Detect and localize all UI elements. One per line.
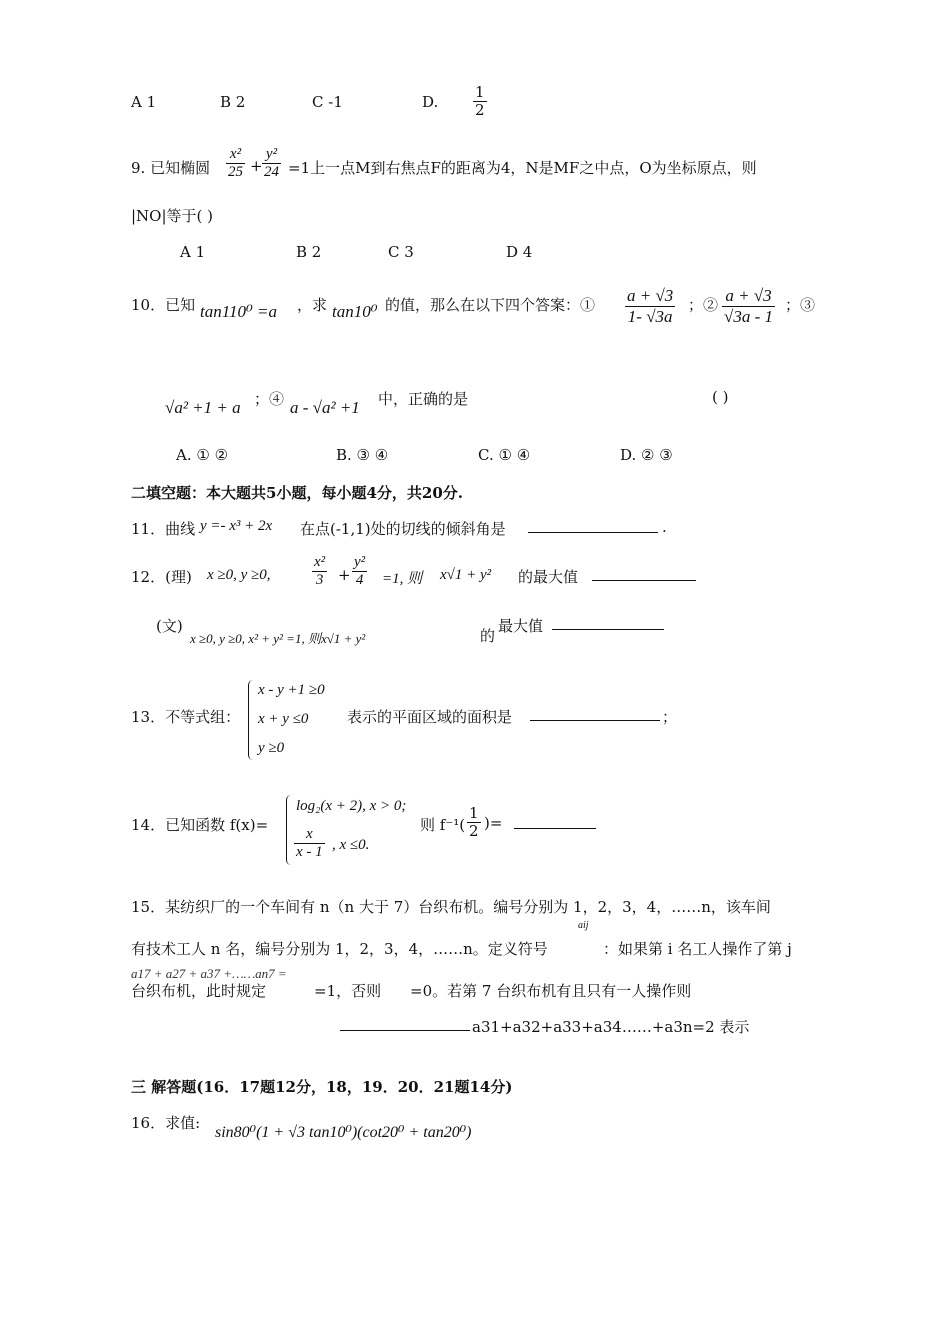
q14-left-brace <box>286 795 291 865</box>
q14-answer-blank[interactable] <box>514 814 596 829</box>
q8-option-c: C -1 <box>312 93 343 111</box>
q12-fraction-y <box>352 554 367 590</box>
section3-heading: 三 解答题(16．17题12分，18，19．20．21题14分) <box>131 1078 513 1096</box>
q15-answer-blank[interactable] <box>340 1016 470 1031</box>
q10-given-equation: tan110⁰ =a <box>200 302 277 321</box>
q12-equation: =1, 则 <box>382 571 423 587</box>
fraction-numerator: a + √3 <box>627 286 674 305</box>
q12-plus: + <box>338 566 351 584</box>
fraction-denominator: x - 1 <box>296 844 323 861</box>
q9-option-d: D 4 <box>506 243 533 261</box>
q11-curve-expression: y =- x³ + 2x <box>200 518 273 534</box>
fraction-denominator: 2 <box>469 822 479 841</box>
q10-separator-3: ；③ <box>785 296 816 314</box>
q8-option-d-fraction <box>473 84 487 120</box>
q10-separator-2: ；② <box>688 296 719 314</box>
q10-answer1-fraction <box>625 286 675 326</box>
q9-stem-prefix: 9. 已知椭圆 <box>131 159 211 177</box>
q12-wen-de: 的 <box>480 627 496 645</box>
q10-answer-paren: ( ) <box>712 388 729 406</box>
q15-line3: 台织布机，此时规定 <box>131 982 267 1000</box>
q12-stem-suffix: 的最大值 <box>518 568 579 586</box>
q13-inequality-1: x - y +1 ≥0 <box>258 682 325 698</box>
q8-option-a: A 1 <box>131 93 157 111</box>
fraction-numerator: y² <box>352 554 367 572</box>
q9-fraction-y <box>262 146 281 182</box>
q16-expression: sin80⁰(1 + √3 tan10⁰)(cot20⁰ + tan20⁰) <box>215 1124 472 1141</box>
fraction-denominator: 24 <box>264 164 279 181</box>
q13-end-mark: ； <box>662 708 678 726</box>
fraction-numerator: y² <box>262 146 281 164</box>
fraction-denominator: √3a - 1 <box>724 306 773 326</box>
fraction-numerator: 1 <box>469 804 479 822</box>
q11-answer-blank[interactable] <box>528 518 658 533</box>
q10-option-a: A. ① ② <box>176 446 229 464</box>
q15-symbol-aij: aij <box>578 920 589 931</box>
q15-line2: 有技术工人 n 名，编号分别为 1，2，3，4，……n。定义符号 <box>131 940 548 958</box>
q12-wen-label: (文) <box>156 617 183 635</box>
q12-wen-answer-blank[interactable] <box>552 615 664 630</box>
q14-case-2-fraction <box>294 826 325 862</box>
q10-stem-mid: ，求 <box>297 296 328 314</box>
q13-stem-prefix: 13．不等式组： <box>131 708 241 726</box>
q10-option-d: D. ② ③ <box>620 446 673 464</box>
q13-inequality-2: x + y ≤0 <box>258 711 309 727</box>
fraction-numerator: x <box>294 826 325 844</box>
q9-option-a: A 1 <box>180 243 206 261</box>
q11-end-mark: . <box>662 518 667 536</box>
q14-case-2-condition: , x ≤0. <box>332 837 370 853</box>
q12-condition: x ≥0, y ≥0, <box>207 567 271 583</box>
q12-wen-suffix: 最大值 <box>498 617 544 635</box>
q14-case-1: log₂(x + 2), x > 0; <box>296 798 407 814</box>
q9-stem-line2: |NO|等于( ) <box>131 207 214 225</box>
q9-option-c: C 3 <box>388 243 414 261</box>
q15-overlap-sum: a17 + a27 + a37 +……an7 = <box>131 966 287 981</box>
q9-fraction-x <box>226 146 245 182</box>
q9-option-b: B 2 <box>296 243 322 261</box>
q12-answer-blank[interactable] <box>592 566 696 581</box>
fraction-denominator: 25 <box>228 164 243 181</box>
q13-left-brace <box>248 680 253 760</box>
q14-close-equals: )= <box>484 814 503 832</box>
q9-plus: + <box>250 157 263 175</box>
fraction-numerator: a + √3 <box>722 286 775 307</box>
fraction-numerator: 1 <box>475 83 485 101</box>
q10-stem-tail: 中，正确的是 <box>378 390 469 408</box>
q10-option-b: B. ③ ④ <box>336 446 389 464</box>
q10-target-expression: tan10⁰ <box>332 302 378 321</box>
q15-line3-b: =1，否则 <box>314 982 382 1000</box>
fraction-numerator: x² <box>226 146 245 164</box>
q10-separator-4: ；④ <box>254 390 285 408</box>
q13-answer-blank[interactable] <box>530 706 660 721</box>
q11-stem-prefix: 11．曲线 <box>131 520 196 538</box>
q12-wen-condition: x ≥0, y ≥0, x² + y² =1, 则x√1 + y² <box>190 631 366 646</box>
fraction-numerator: x² <box>312 554 327 572</box>
q14-stem-prefix: 14．已知函数 f(x)= <box>131 816 269 834</box>
q10-stem-suffix: 的值，那么在以下四个答案：① <box>385 296 596 314</box>
q15-line1: 15．某纺织厂的一个车间有 n（n 大于 7）台织布机。编号分别为 1，2，3，4，……n，该车间 <box>131 898 771 916</box>
fraction-denominator: 4 <box>355 572 364 589</box>
q8-option-d-label: D. <box>422 93 439 111</box>
q11-stem-suffix: 在点(-1,1)处的切线的倾斜角是 <box>300 520 506 538</box>
fraction-denominator: 2 <box>475 101 485 120</box>
q13-inequality-3: y ≥0 <box>258 740 285 756</box>
q14-argument-fraction <box>467 805 481 841</box>
q9-stem-suffix: =1上一点M到右焦点F的距离为4，N是MF之中点，O为坐标原点，则 <box>288 159 757 177</box>
q15-line2-tail: ：如果第 i 名工人操作了第 j <box>603 940 792 958</box>
q8-option-b: B 2 <box>220 93 246 111</box>
q12-stem-prefix: 12．(理) <box>131 568 192 586</box>
q13-stem-suffix: 表示的平面区域的面积是 <box>347 708 513 726</box>
q15-line4: a31+a32+a33+a34……+a3n=2 表示 <box>472 1018 750 1036</box>
q10-answer2-fraction <box>722 286 775 326</box>
q10-answer4: a - √a² +1 <box>290 398 360 417</box>
q10-option-c: C. ① ④ <box>478 446 531 464</box>
q14-inverse-label: 则 f⁻¹( <box>420 816 466 834</box>
q10-answer3: √a² +1 + a <box>165 398 241 417</box>
q16-stem-prefix: 16．求值: <box>131 1114 201 1132</box>
section2-heading: 二填空题：本大题共5小题，每小题4分，共20分. <box>131 484 463 502</box>
q12-fraction-x <box>312 554 327 590</box>
q10-stem-prefix: 10．已知 <box>131 296 196 314</box>
fraction-denominator: 3 <box>315 572 324 589</box>
q12-objective-expression: x√1 + y² <box>440 567 492 583</box>
fraction-denominator: 1- √3a <box>627 306 673 326</box>
q15-line3-c: =0。若第 7 台织布机有且只有一人操作则 <box>410 982 692 1000</box>
